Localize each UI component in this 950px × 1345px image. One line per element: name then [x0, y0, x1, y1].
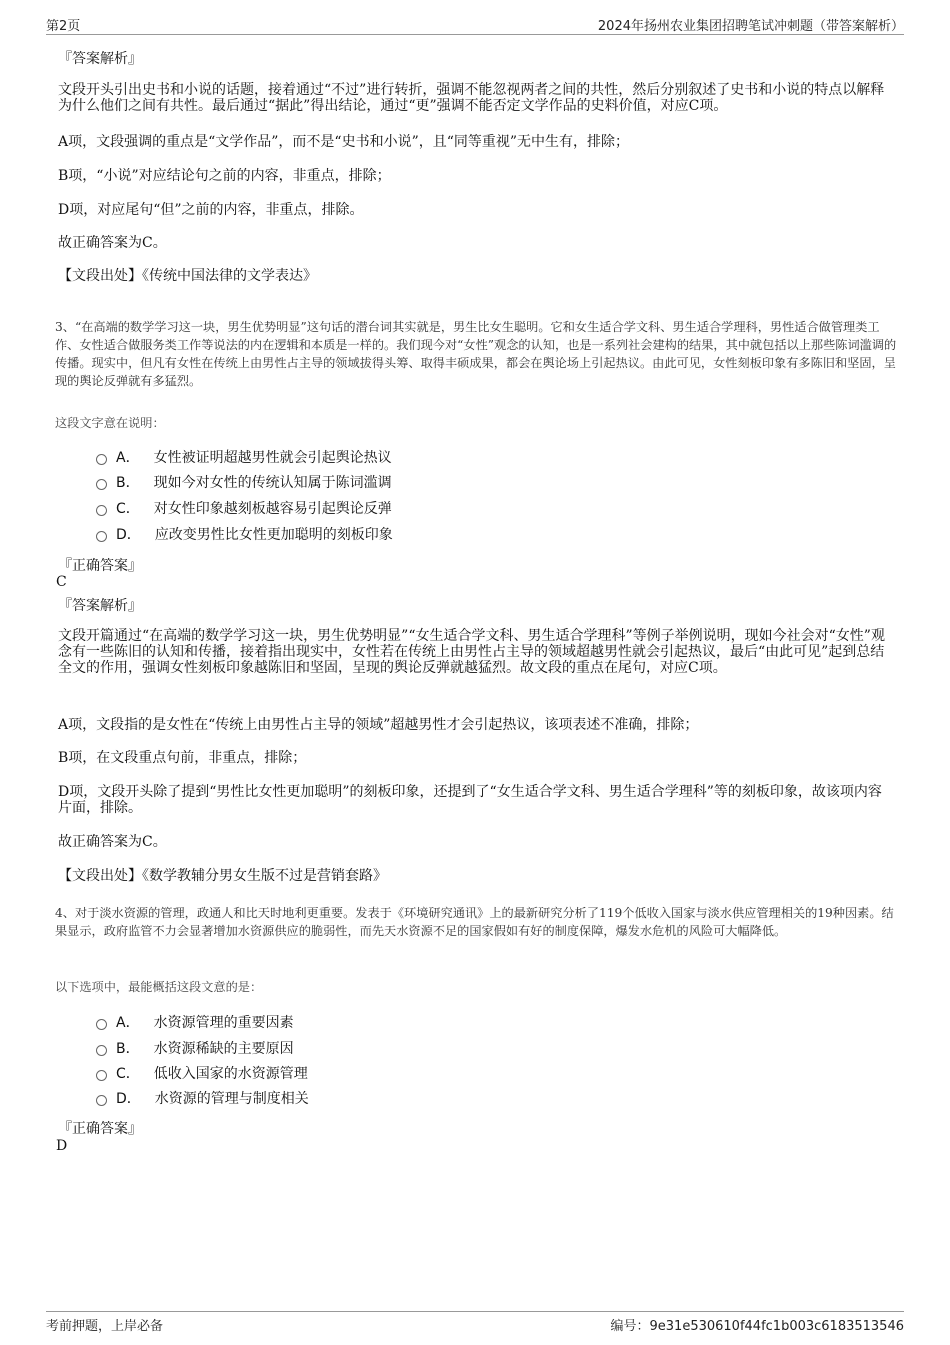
- q3-option-a[interactable]: [96, 449, 392, 467]
- option-letter: C．: [116, 1066, 140, 1082]
- q2-option-a-analysis: A项，文段强调的重点是“文学作品”，而不是“史书和小说”，且“同等重视”无中生有，排除；: [58, 134, 630, 150]
- document-title: 2024年扬州农业集团招聘笔试冲刺题（带答案解析）: [597, 19, 904, 34]
- option-letter: B．: [116, 475, 140, 491]
- option-letter: C．: [116, 501, 140, 517]
- document-id: 编号：9e31e530610f44fc1b003c6183513546: [610, 1319, 904, 1334]
- q3-option-d-analysis: D项，文段开头除了提到“男性比女性更加聪明”的刻板印象，还提到了“女生适合学文科、男生适合学理科”等的刻板印象，故该项内容片面，排除。: [58, 784, 882, 816]
- radio-icon[interactable]: [96, 505, 107, 516]
- q3-conclusion: 故正确答案为C。: [58, 834, 167, 850]
- q3-correct-label: 『正确答案』: [58, 558, 142, 574]
- option-text: 对女性印象越刻板越容易引起舆论反弹: [153, 501, 392, 517]
- option-text: 水资源管理的重要因素: [153, 1015, 294, 1031]
- option-letter: D．: [116, 1091, 141, 1107]
- q3-option-a-analysis: A项，文段指的是女性在“传统上由男性占主导的领域”超越男性才会引起热议，该项表述不准确，排除；: [58, 717, 699, 733]
- q4-option-d[interactable]: [96, 1090, 309, 1108]
- radio-icon[interactable]: [96, 1095, 107, 1106]
- option-letter: B．: [116, 1041, 140, 1057]
- q4-correct-label: 『正确答案』: [58, 1121, 142, 1137]
- q3-correct-answer: C: [56, 574, 67, 590]
- q3-analysis-label: 『答案解析』: [58, 598, 142, 614]
- q3-option-d[interactable]: [96, 526, 393, 544]
- option-text: 低收入国家的水资源管理: [153, 1066, 308, 1082]
- footer-slogan: 考前押题，上岸必备: [46, 1319, 164, 1334]
- radio-icon[interactable]: [96, 1070, 107, 1081]
- q4-question: 4、对于淡水资源的管理，政通人和比天时地利更重要。发表于《环境研究通讯》上的最新研究分析了119个低收入国家与淡水供应管理相关的19种因素。结果显示，政府监管不力会显著增加水资源供应的脆弱性，而先天水资源不足的国家假如有好的制度保障，爆发水危机的风险可大幅降低。: [55, 906, 894, 938]
- q2-analysis-text: 文段开头引出史书和小说的话题，接着通过“不过”进行转折，强调不能忽视两者之间的共性，然后分别叙述了史书和小说的特点以解释为什么他们之间有共性。最后通过“据此”得出结论，通过“更”强调不能否定文学作品的史料价值，对应C项。: [58, 82, 885, 114]
- option-text: 水资源的管理与制度相关: [154, 1091, 309, 1107]
- q3-source: 【文段出处】《数学教辅分男女生版不过是营销套路》: [58, 868, 387, 884]
- q2-conclusion: 故正确答案为C。: [58, 235, 167, 251]
- page-header: [46, 14, 904, 35]
- q2-option-b-analysis: B项，“小说”对应结论句之前的内容，非重点，排除；: [58, 168, 391, 184]
- radio-icon[interactable]: [96, 1045, 107, 1056]
- page-footer: [46, 1311, 904, 1334]
- radio-icon[interactable]: [96, 454, 107, 465]
- option-letter: A．: [116, 450, 140, 466]
- q4-option-c[interactable]: [96, 1065, 308, 1083]
- option-letter: A．: [116, 1015, 140, 1031]
- q3-option-c[interactable]: [96, 500, 392, 518]
- q3-prompt: 这段文字意在说明：: [55, 416, 165, 430]
- radio-icon[interactable]: [96, 1019, 107, 1030]
- q4-option-a[interactable]: [96, 1014, 294, 1032]
- q4-correct-answer: D: [56, 1138, 68, 1154]
- q4-prompt: 以下选项中，最能概括这段文意的是：: [55, 980, 263, 994]
- option-text: 水资源稀缺的主要原因: [153, 1041, 294, 1057]
- q2-option-d-analysis: D项，对应尾句“但”之前的内容，非重点，排除。: [58, 202, 364, 218]
- q2-analysis-label: 『答案解析』: [58, 51, 142, 67]
- option-text: 现如今对女性的传统认知属于陈词滥调: [153, 475, 392, 491]
- q3-question: 3、“在高端的数学学习这一块，男生优势明显”这句话的潜台词其实就是，男生比女生聪明。它和女生适合学文科、男生适合学理科，男性适合做管理类工作、女性适合做服务类工作等说法的内在逻辑和本质是一样的。我们现今对“女性”观念的认知，也是一系列社会建构的结果，其中就包括以上那些陈词滥调的传播。现实中，但凡有女性在传统上由男性占主导的领域拔得头筹、取得丰硕成果，都会在舆论场上引起热议。由此可见，女性刻板印象有多陈旧和坚固，呈现的舆论反弹就有多猛烈。: [55, 320, 897, 388]
- option-text: 应改变男性比女性更加聪明的刻板印象: [154, 527, 393, 543]
- q3-analysis-text: 文段开篇通过“在高端的数学学习这一块，男生优势明显”“女生适合学文科、男生适合学理科”等例子举例说明，现如今社会对“女性”观念有一些陈旧的认知和传播，接着指出现实中，女性若在传统上由男性占主导的领域超越男性就会引起热议，最后“由此可见”起到总结全文的作用，强调女性刻板印象越陈旧和坚固，呈现的舆论反弹就越猛烈。故文段的重点在尾句，对应C项。: [58, 628, 885, 676]
- option-letter: D．: [116, 527, 141, 543]
- radio-icon[interactable]: [96, 479, 107, 490]
- option-text: 女性被证明超越男性就会引起舆论热议: [153, 450, 392, 466]
- radio-icon[interactable]: [96, 531, 107, 542]
- q3-option-b-analysis: B项，在文段重点句前，非重点，排除；: [58, 750, 307, 766]
- q4-option-b[interactable]: [96, 1040, 294, 1058]
- q3-option-b[interactable]: [96, 474, 392, 492]
- q2-source: 【文段出处】《传统中国法律的文学表达》: [58, 268, 317, 284]
- page-number: 第2页: [46, 19, 81, 34]
